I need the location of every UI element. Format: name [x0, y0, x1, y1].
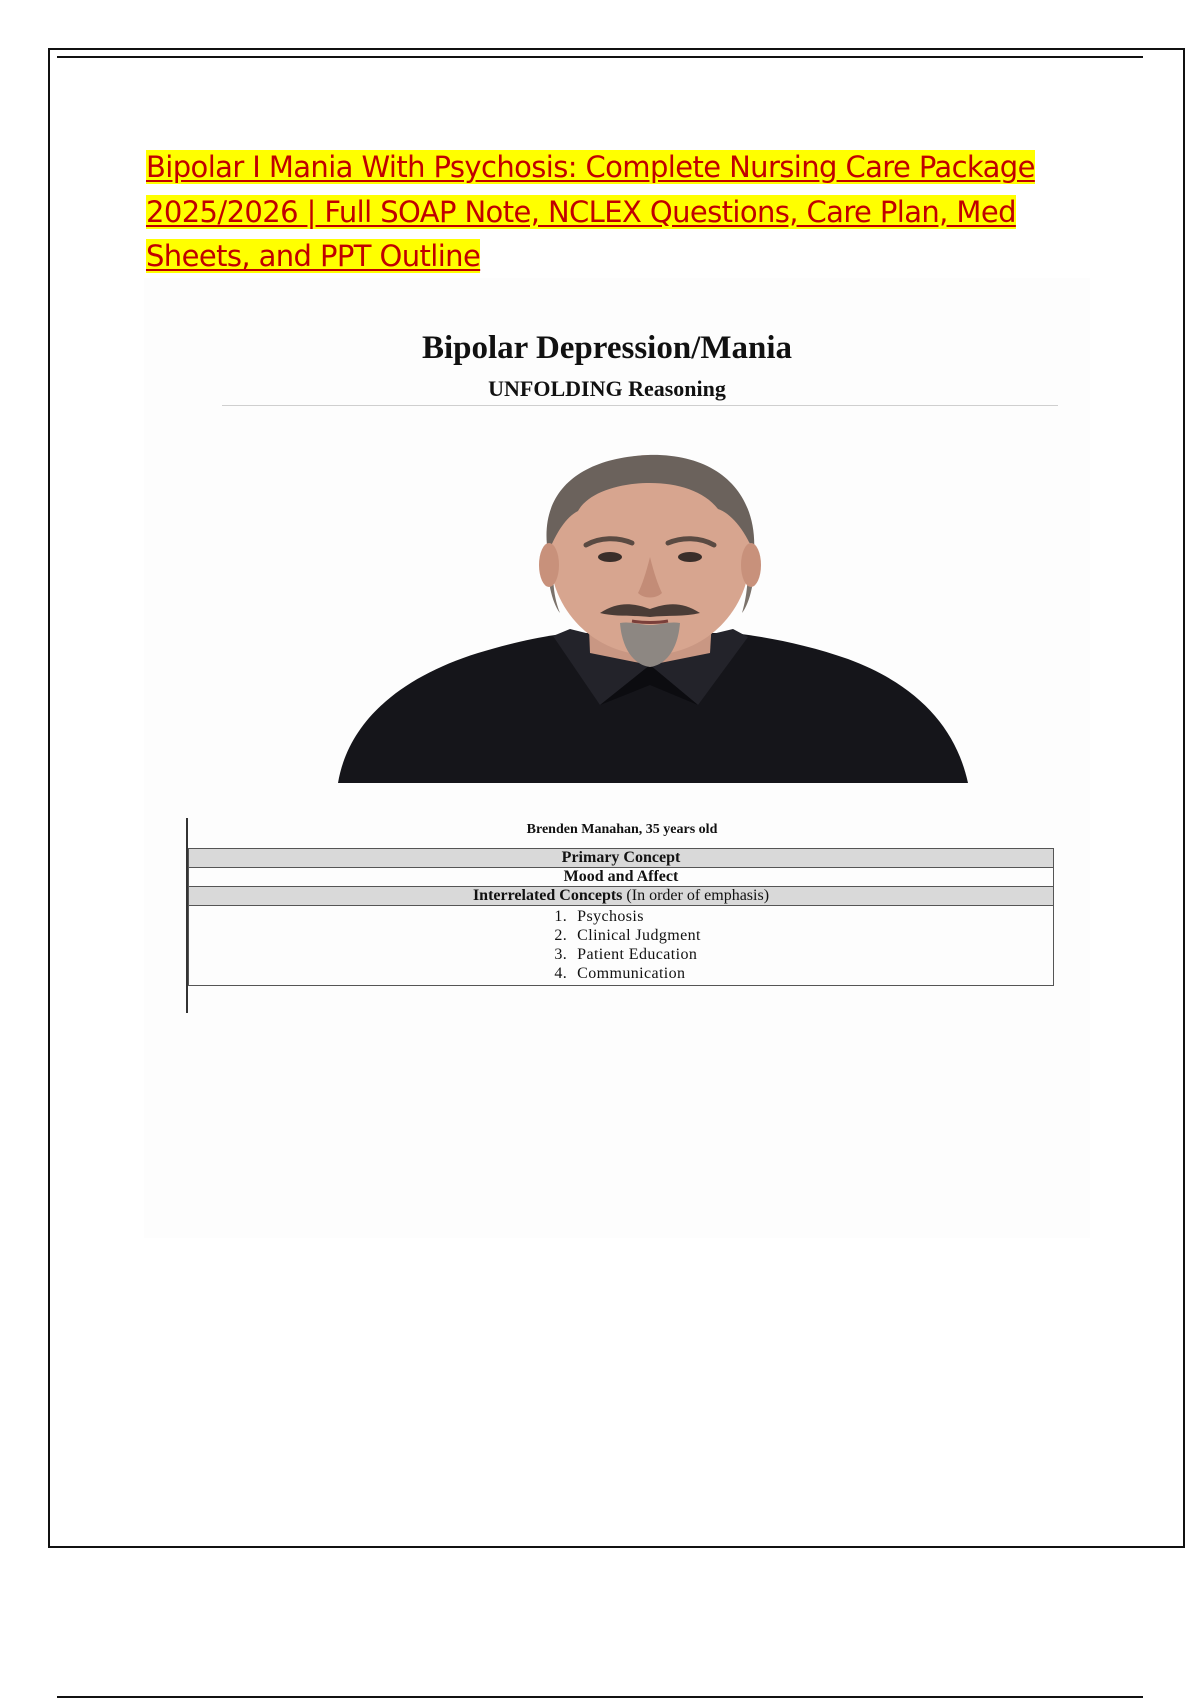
list-item-number: 2.: [554, 927, 568, 944]
interrelated-note: (In order of emphasis): [626, 887, 770, 904]
embedded-page-image: [144, 278, 1090, 1238]
list-item-text: Clinical Judgment: [577, 927, 701, 944]
list-item-number: 1.: [554, 908, 568, 925]
list-item: [541, 926, 701, 945]
list-item-text: Patient Education: [577, 946, 698, 963]
interrelated-concepts-header: [189, 887, 1054, 906]
document-title: [146, 145, 1086, 279]
primary-concept-header: Primary Concept: [189, 849, 1054, 868]
list-item-number: 3.: [554, 946, 568, 963]
primary-concept-value: Mood and Affect: [189, 868, 1054, 887]
list-item-text: Psychosis: [577, 908, 644, 925]
interrelated-concepts-list: [541, 907, 701, 983]
concept-table: [188, 848, 1054, 986]
interrelated-label: Interrelated Concepts: [472, 887, 623, 904]
bottom-rule: [57, 1696, 1143, 1698]
patient-name: Brenden Manahan, 35 years old: [526, 822, 718, 837]
interrelated-concepts-cell: [189, 906, 1054, 986]
table-row: [189, 887, 1054, 906]
patient-portrait-icon: [338, 453, 968, 783]
heading-divider: [222, 405, 1058, 406]
table-row: [189, 906, 1054, 986]
list-item-number: 4.: [554, 965, 568, 982]
case-heading: Bipolar Depression/Mania: [421, 330, 793, 366]
list-item-text: Communication: [577, 965, 686, 982]
concept-table-section: [186, 818, 1056, 1013]
table-row: [189, 868, 1054, 887]
list-item: [541, 945, 701, 964]
list-item: [541, 907, 701, 926]
table-row: [189, 849, 1054, 868]
top-rule: [57, 56, 1143, 58]
list-item: [541, 964, 701, 983]
document-title-text: Bipolar I Mania With Psychosis: Complete Nursing Care Package 2025/2026 | Full SOAP Note, NCLEX Questions, Care Plan, Med Sheets, and PPT Outline: [146, 150, 1035, 273]
case-subheading: UNFOLDING Reasoning: [488, 376, 726, 401]
